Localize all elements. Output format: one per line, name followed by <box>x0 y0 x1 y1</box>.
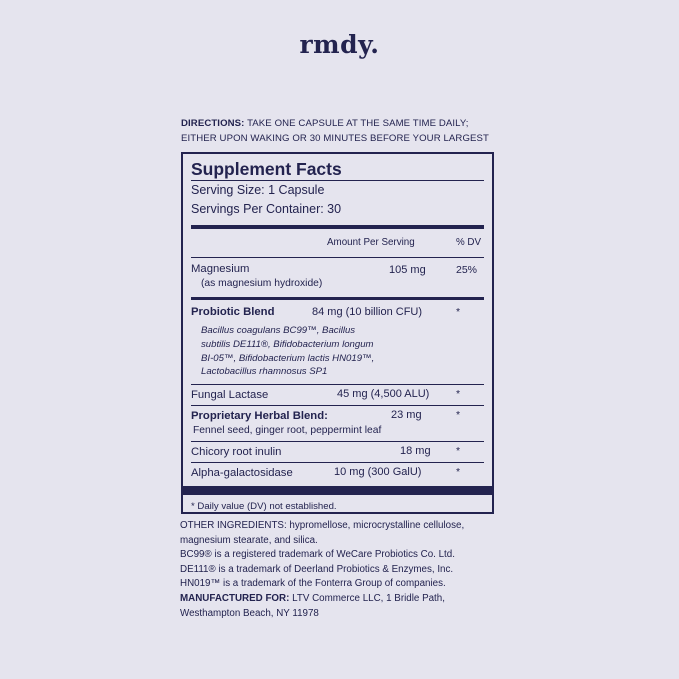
nutrient-amount: 45 mg (4,500 ALU) <box>337 388 430 400</box>
manufacturer-line-1: LTV Commerce LLC, 1 Bridle Path, <box>292 592 445 604</box>
nutrient-row-lactase <box>191 385 484 405</box>
nutrient-name: Chicory root inulin <box>191 446 282 458</box>
nutrient-row-probiotic <box>191 300 484 384</box>
divider-bar <box>183 486 492 495</box>
nutrient-amount: 105 mg <box>389 264 426 276</box>
manufacturer-line-2: Westhampton Beach, NY 11978 <box>180 607 319 619</box>
manufactured-for-label: MANUFACTURED FOR: <box>180 592 290 604</box>
directions-label: DIRECTIONS: <box>181 118 245 129</box>
column-amount-label: Amount Per Serving <box>327 237 415 248</box>
nutrient-amount: 10 mg (300 GalU) <box>334 466 422 478</box>
trademark-hn019: HN019™ is a trademark of the Fonterra Group of companies. <box>180 578 446 590</box>
probiotic-strains-line-3: BI-05™, Bifidobacterium lactis HN019™, <box>201 352 375 364</box>
nutrient-row-magnesium <box>191 258 484 295</box>
nutrient-dv: * <box>456 466 461 478</box>
directions-line-2: EITHER UPON WAKING OR 30 MINUTES BEFORE YOUR LARGEST <box>181 132 489 144</box>
other-information <box>180 519 510 621</box>
nutrient-dv: * <box>456 409 461 421</box>
nutrient-dv: * <box>456 306 461 318</box>
probiotic-strains-line-1: Bacillus coagulans BC99™, Bacillus <box>201 325 356 336</box>
nutrient-dv: * <box>456 445 461 457</box>
facts-title: Supplement Facts <box>191 159 342 179</box>
other-ingredients-line-2: magnesium stearate, and silica. <box>180 534 318 546</box>
trademark-bc99: BC99® is a registered trademark of WeCare Probiotics Co. Ltd. <box>180 549 455 561</box>
herbal-ingredients: Fennel seed, ginger root, peppermint leaf <box>193 425 382 436</box>
nutrient-source: (as magnesium hydroxide) <box>201 278 323 289</box>
nutrient-name: Probiotic Blend <box>191 306 275 318</box>
column-dv-label: % DV <box>456 237 482 248</box>
column-header <box>191 229 484 257</box>
directions <box>181 117 511 146</box>
nutrient-name: Magnesium <box>191 263 250 275</box>
nutrient-row-galactosidase <box>191 463 484 483</box>
nutrient-dv: * <box>456 388 461 400</box>
probiotic-strains-line-2: subtilis DE111®, Bifidobacterium longum <box>201 338 374 350</box>
nutrient-name: Alpha-galactosidase <box>191 467 293 479</box>
nutrient-amount: 23 mg <box>391 409 422 421</box>
nutrient-row-inulin <box>191 442 484 462</box>
trademark-de111: DE111® is a trademark of Deerland Probiotics & Enzymes, Inc. <box>180 563 454 575</box>
probiotic-strains-line-4: Lactobacillus rhamnosus SP1 <box>201 366 328 378</box>
nutrient-amount: 84 mg (10 billion CFU) <box>312 306 423 318</box>
nutrient-row-herbal <box>191 406 484 441</box>
serving-size: Serving Size: 1 Capsule <box>191 183 325 197</box>
divider <box>191 180 484 181</box>
brand-logo: rmdy. <box>299 30 380 59</box>
nutrient-dv: 25% <box>456 264 478 276</box>
nutrient-name: Fungal Lactase <box>191 389 269 401</box>
directions-line-1: TAKE ONE CAPSULE AT THE SAME TIME DAILY; <box>247 118 469 129</box>
supplement-facts-panel <box>181 152 494 514</box>
other-ingredients-line-1: OTHER INGREDIENTS: hypromellose, microcrystalline cellulose, <box>180 520 465 531</box>
dv-footnote: * Daily value (DV) not established. <box>191 501 337 512</box>
nutrient-amount: 18 mg <box>400 445 431 457</box>
nutrient-name: Proprietary Herbal Blend: <box>191 410 328 422</box>
servings-per-container: Servings Per Container: 30 <box>191 201 342 216</box>
